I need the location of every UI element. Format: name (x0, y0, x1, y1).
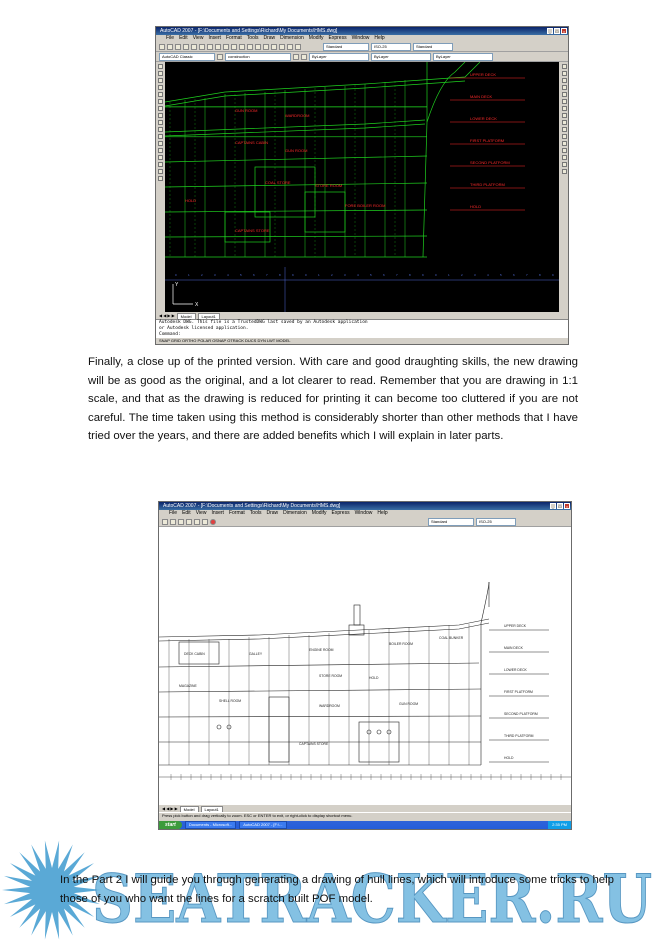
menu-view[interactable]: View (192, 35, 204, 41)
polygon-icon[interactable] (158, 85, 163, 90)
room-label: BOILER ROOM (389, 642, 413, 646)
ruler-tick-label: 3 (344, 273, 346, 277)
chamfer-icon[interactable] (562, 155, 567, 160)
room-label: HOLD (369, 676, 379, 680)
ruler-tick-label: 8 (539, 273, 541, 277)
menu-window[interactable]: Window (354, 510, 373, 516)
taskbar-clock: 2:35 PM (548, 821, 571, 829)
taskbar-item-documents[interactable]: Documents - Microsoft... (185, 821, 236, 829)
ruler-tick-label: 5 (370, 273, 372, 277)
arc-icon[interactable] (158, 99, 163, 104)
fillet-icon[interactable] (562, 162, 567, 167)
maximize-icon[interactable]: □ (555, 29, 559, 34)
deck-label: MAIN DECK (470, 94, 493, 99)
status-bar[interactable]: SNAP GRID ORTHO POLAR OSNAP OTRACK DUCS DYN LWT MODEL (156, 337, 568, 344)
ruler-tick-label: 2 (331, 273, 333, 277)
minimize-icon[interactable]: _ (551, 504, 555, 509)
room-label: GALLEY (249, 652, 263, 656)
stretch-icon[interactable] (562, 120, 567, 125)
linetype-combo[interactable]: ByLayer (371, 53, 431, 61)
deck-label: MAIN DECK (504, 646, 523, 650)
room-label: COAL BUNKER (439, 636, 464, 640)
circle-icon[interactable] (158, 106, 163, 111)
array-icon[interactable] (562, 92, 567, 97)
status-bar-2: Press pick button and drag vertically to zoom. ESC or ENTER to exit, or right-click to display shortcut menu. (159, 812, 571, 819)
pan-icon[interactable] (239, 44, 245, 50)
ruler-tick-label: 9 (292, 273, 294, 277)
deck-label: SECOND PLATFORM (470, 160, 510, 165)
region-icon[interactable] (158, 162, 163, 167)
menu-dimension[interactable]: Dimension (283, 510, 307, 516)
ruler-tick-label: 5 (240, 273, 242, 277)
window-title-2: AutoCAD 2007 - [F:\Documents and Settings\Richard\My Documents\HMS.dwg] _ □ × (159, 502, 571, 510)
room-label: SHELL ROOM (219, 699, 242, 703)
deck-label: THIRD PLATFORM (504, 734, 534, 738)
body-paragraph-1: Finally, a close up of the printed version. With care and good draughting skills, the new drawing will be as good as the original, and a lot clearer to read. Remember that you are drawing in 1:1 scale, and that as the drawing is reduced for printing it can become too cluttered if you are not careful. The time taken using this method is considerably shorter than other methods that I have tried over the years, and there are added benefits which I will explain in later parts. (88, 356, 578, 443)
tab-nav-arrows[interactable]: ◀ ◀ ▶ ▶ (159, 313, 175, 318)
undo-icon[interactable] (223, 44, 229, 50)
save-icon[interactable] (178, 519, 184, 525)
make-current-icon[interactable] (293, 54, 299, 60)
layer-combo[interactable]: construction (225, 53, 291, 61)
erase-icon[interactable] (562, 64, 567, 69)
menu-help[interactable]: Help (377, 510, 388, 516)
hull-section-drawing-green (165, 62, 559, 312)
rectangle-icon[interactable] (158, 92, 163, 97)
menu-window[interactable]: Window (351, 35, 370, 41)
standard-toolbar (156, 42, 568, 52)
deck-label: LOWER DECK (504, 668, 527, 672)
copy-object-icon[interactable] (562, 71, 567, 76)
deck-label: FIRST PLATFORM (470, 138, 505, 143)
menu-bar (156, 35, 568, 42)
hull-section-drawing-black (159, 527, 571, 805)
menu-view[interactable]: View (195, 510, 207, 516)
ruler-tick-label: 1 (448, 273, 450, 277)
ruler-tick-label: 9 (422, 273, 424, 277)
room-label: WARDROOM (319, 704, 340, 708)
windows-taskbar (159, 821, 571, 829)
ruler-tick-label: 0 (305, 273, 307, 277)
menu-bar-2 (159, 510, 571, 517)
extend-icon[interactable] (562, 134, 567, 139)
tab-layout1[interactable]: Layout1 (198, 313, 220, 320)
modify-toolbar (560, 62, 568, 314)
deck-label: THIRD PLATFORM (470, 182, 505, 187)
lineweight-combo[interactable]: ByLayer (433, 53, 493, 61)
ruler-tick-label: 7 (526, 273, 528, 277)
print-icon[interactable] (186, 519, 192, 525)
save-icon[interactable] (175, 44, 181, 50)
ruler-tick-label: 1 (188, 273, 190, 277)
paste-icon[interactable] (215, 44, 221, 50)
open-icon[interactable] (167, 44, 173, 50)
mtext-icon[interactable] (158, 176, 163, 181)
room-label: DECK CABIN (184, 652, 205, 656)
ruler-tick-label: 1 (318, 273, 320, 277)
room-label: CAPTAINS STORE (299, 742, 329, 746)
zoom-icon[interactable] (247, 44, 253, 50)
rotate-icon[interactable] (562, 106, 567, 111)
room-label: STORE ROOM (315, 183, 343, 188)
room-label: COAL STORE (265, 180, 291, 185)
zoom-icon[interactable] (202, 519, 208, 525)
preview-icon[interactable] (191, 44, 197, 50)
menu-help[interactable]: Help (374, 35, 385, 41)
draw-toolbar (156, 62, 164, 314)
room-label: GUN ROOM (285, 148, 308, 153)
design-center-icon[interactable] (279, 44, 285, 50)
room-label: CAPTAINS CABIN (235, 140, 269, 145)
close-preview-icon[interactable] (210, 519, 216, 525)
menu-draw[interactable]: Draw (263, 35, 276, 41)
ruler-tick-label: 6 (513, 273, 515, 277)
text-style-combo-2[interactable]: Standard (428, 518, 474, 526)
offset-icon[interactable] (562, 85, 567, 90)
tab-nav-arrows[interactable]: ◀ ◀ ▶ ▶ (162, 806, 178, 811)
workspace-combo[interactable]: AutoCAD Classic (159, 53, 215, 61)
cut-icon[interactable] (199, 44, 205, 50)
pan-icon[interactable] (194, 519, 200, 525)
menu-tools[interactable]: Tools (246, 35, 259, 41)
table-style-combo[interactable]: Standard (413, 43, 453, 51)
construction-line-icon[interactable] (158, 71, 163, 76)
taskbar-item-autocad[interactable]: AutoCAD 2007 - [F:\... (239, 821, 286, 829)
scale-icon[interactable] (562, 113, 567, 118)
ruler-tick-label: 0 (175, 273, 177, 277)
start-button[interactable]: start (159, 821, 182, 829)
room-label: GUN ROOM (235, 108, 258, 113)
close-icon[interactable]: × (565, 504, 569, 509)
menu-tools[interactable]: Tools (249, 510, 262, 516)
autocad-screenshot-dark (155, 26, 569, 345)
ruler-tick-label: 7 (396, 273, 398, 277)
copy-icon[interactable] (207, 44, 213, 50)
tab-model[interactable]: Model (180, 806, 199, 813)
menu-express[interactable]: Express (328, 35, 347, 41)
menu-file[interactable]: File (169, 510, 178, 516)
mirror-icon[interactable] (562, 78, 567, 83)
table-icon[interactable] (158, 169, 163, 174)
svg-text:X: X (195, 302, 199, 308)
menu-edit[interactable]: Edit (179, 35, 188, 41)
color-combo[interactable]: ByLayer (309, 53, 369, 61)
autocad-screenshot-light (158, 501, 572, 830)
deck-label: HOLD (470, 204, 482, 209)
menu-modify[interactable]: Modify (308, 35, 324, 41)
revcloud-icon[interactable] (158, 113, 163, 118)
drawing-canvas-light[interactable] (159, 527, 571, 805)
ruler-tick-label: 4 (357, 273, 359, 277)
menu-format[interactable]: Format (228, 510, 245, 516)
body-paragraph-2: In the Part 2 I will guide you through generating a drawing of hull lines, which will introduce some tricks to help those of you who want the lines for a scratch built POF model. (60, 874, 615, 905)
ruler-tick-label: 4 (487, 273, 489, 277)
print-icon[interactable] (183, 44, 189, 50)
layer-manager-icon[interactable] (217, 54, 223, 60)
deck-label: UPPER DECK (470, 72, 497, 77)
menu-draw[interactable]: Draw (266, 510, 279, 516)
menu-modify[interactable]: Modify (311, 510, 327, 516)
new-icon[interactable] (162, 519, 168, 525)
line-icon[interactable] (158, 64, 163, 69)
ruler-tick-label: 8 (279, 273, 281, 277)
watermark-text: SEATRACKER.RU (92, 860, 652, 938)
drawing-canvas-dark[interactable] (165, 62, 559, 312)
layers-toolbar (156, 52, 568, 62)
layout-tabs-2 (159, 805, 571, 812)
menu-format[interactable]: Format (225, 35, 242, 41)
room-label: MAGAZINE (179, 684, 197, 688)
ellipse-icon[interactable] (158, 127, 163, 132)
help-icon[interactable] (295, 44, 301, 50)
room-label: HOLD (185, 198, 197, 203)
ruler-tick-label: 4 (227, 273, 229, 277)
polyline-icon[interactable] (158, 78, 163, 83)
deck-label: LOWER DECK (470, 116, 497, 121)
make-block-icon[interactable] (158, 141, 163, 146)
ruler-tick-label: 5 (500, 273, 502, 277)
menu-insert[interactable]: Insert (208, 35, 221, 41)
ruler-tick-label: 2 (461, 273, 463, 277)
menu-insert[interactable]: Insert (211, 510, 224, 516)
ruler-tick-label: 6 (253, 273, 255, 277)
explode-icon[interactable] (562, 169, 567, 174)
maximize-icon[interactable]: □ (558, 504, 562, 509)
break-icon[interactable] (562, 141, 567, 146)
new-icon[interactable] (159, 44, 165, 50)
ruler-tick-label: 9 (552, 273, 554, 277)
menu-file[interactable]: File (166, 35, 175, 41)
trim-icon[interactable] (562, 127, 567, 132)
room-label: ENGINE ROOM (309, 648, 334, 652)
tool-palette-icon[interactable] (287, 44, 293, 50)
deck-label: SECOND PLATFORM (504, 712, 538, 716)
close-icon[interactable]: × (562, 29, 566, 34)
ruler-tick-label: 3 (214, 273, 216, 277)
menu-dimension[interactable]: Dimension (280, 35, 304, 41)
room-label: FORE BOILER ROOM (345, 203, 386, 208)
standard-toolbar-2 (159, 517, 571, 527)
deck-label: UPPER DECK (504, 624, 527, 628)
open-icon[interactable] (170, 519, 176, 525)
window-title: AutoCAD 2007 - [F:\Documents and Settings\Richard\My Documents\HMS.dwg] _ □ × (156, 27, 568, 35)
join-icon[interactable] (562, 148, 567, 153)
hatch-icon[interactable] (158, 155, 163, 160)
svg-text:Y: Y (175, 282, 179, 288)
command-line[interactable]: Autodesk DWG. This file is a TrustedDWG last saved by an Autodesk application or Autodesk licensed application. Command: (156, 319, 568, 338)
layer-previous-icon[interactable] (301, 54, 307, 60)
minimize-icon[interactable]: _ (548, 29, 552, 34)
point-icon[interactable] (158, 148, 163, 153)
room-label: WARDROOM (285, 113, 310, 118)
tab-layout1[interactable]: Layout1 (201, 806, 223, 813)
room-label: CAPTAINS STORE (235, 228, 270, 233)
dim-style-combo-2[interactable]: ISO-25 (476, 518, 516, 526)
ruler-tick-label: 7 (266, 273, 268, 277)
ruler-tick-label: 6 (383, 273, 385, 277)
room-label: STORE ROOM (319, 674, 343, 678)
properties-icon[interactable] (271, 44, 277, 50)
tab-model[interactable]: Model (177, 313, 196, 320)
room-label: GUN ROOM (399, 702, 419, 706)
ruler-tick-label: 3 (474, 273, 476, 277)
redo-icon[interactable] (231, 44, 237, 50)
dim-style-combo[interactable]: ISO-25 (371, 43, 411, 51)
spline-icon[interactable] (158, 120, 163, 125)
menu-edit[interactable]: Edit (182, 510, 191, 516)
ruler-tick-label: 0 (435, 273, 437, 277)
ruler-tick-label: 8 (409, 273, 411, 277)
layout-tabs (156, 312, 568, 319)
menu-express[interactable]: Express (331, 510, 350, 516)
insert-block-icon[interactable] (158, 134, 163, 139)
move-icon[interactable] (562, 99, 567, 104)
zoom-window-icon[interactable] (255, 44, 261, 50)
deck-label: HOLD (504, 756, 514, 760)
text-style-combo[interactable]: Standard (323, 43, 369, 51)
ruler-tick-label: 2 (201, 273, 203, 277)
deck-label: FIRST PLATFORM (504, 690, 533, 694)
zoom-previous-icon[interactable] (263, 44, 269, 50)
